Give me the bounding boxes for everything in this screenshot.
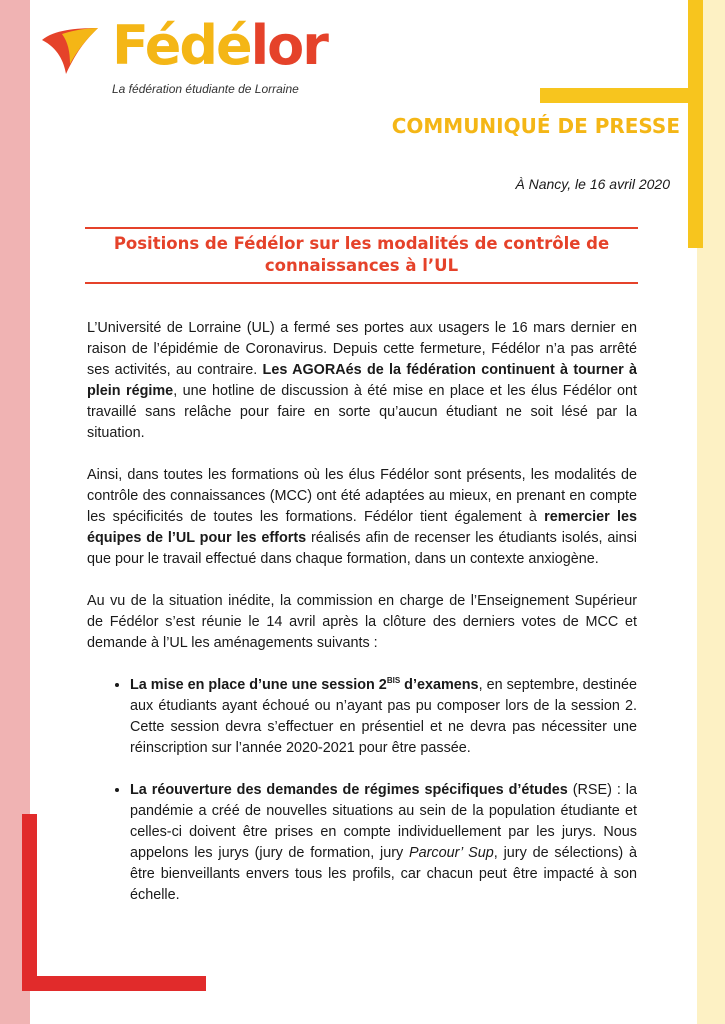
red-frame-corner-vertical xyxy=(22,814,37,991)
yellow-frame-corner-vertical xyxy=(688,0,703,248)
red-frame-corner-horizontal xyxy=(22,976,206,991)
title-line-1: Positions de Fédélor sur les modalités de contrôle de xyxy=(113,234,610,253)
date-line: À Nancy, le 16 avril 2020 xyxy=(515,176,670,192)
paragraph-2: Ainsi, dans toutes les formations où les élus Fédélor sont présents, les modalités de contrôle des connaissances (MCC) ont été adaptées au mieux, en prenant en compte les spécificités de toutes les formations. Fédélor tient également à remercier les équipes de l’UL pour les efforts réalisés afin de recenser les étudiants isolés, ainsi que pour le travail effectué dans chaque formation, dans un contexte anxiogène. xyxy=(87,467,637,567)
paragraph-1-emphasis: Les AGORAés de la fédération continuent à tourner à plein régime xyxy=(87,362,637,399)
document-title xyxy=(85,233,638,277)
paragraph-1: L’Université de Lorraine (UL) a fermé ses portes aux usagers le 16 mars dernier en raison de l’épidémie de Coronavirus. Depuis cette fermeture, Fédélor n’a pas arrêté ses activités, au contraire. Les AGORAés de la fédération continuent à tourner à plein régime, une hotline de discussion à été mise en place et les élus Fédélor ont travaillé sans relâche pour faire en sorte qu’aucun étudiant ne soit lésé par la situation. xyxy=(87,320,637,441)
list-item: • La mise en place d’une une session $2^{BIS}$ d’examens, en septembre, destinée aux étudiants ayant échoué ou n’ayant pas pu composer lors de la session 2. Cette session devra s’effectuer en présentiel et ne devra pas nécessiter une réinscription sur l’année 2020-2021 pour être passée. xyxy=(130,675,637,759)
document-title-box xyxy=(85,227,638,284)
paragraph-2-emphasis: remercier les équipes de l’UL pour les efforts xyxy=(87,509,637,546)
document-body xyxy=(87,318,637,927)
title-line-2: connaissances à l’UL xyxy=(264,256,459,275)
paragraph-3: Au vu de la situation inédite, la commission en charge de l’Enseignement Supérieur de Fédélor s’est réunie le 14 avril après la clôture des derniers votes de MCC et demande à l’UL les aménagements suivants : xyxy=(87,593,637,651)
list-item: • La réouverture des demandes de régimes spécifiques d’études (RSE) : la pandémie a créé de nouvelles situations au sein de la population étudiante et celles-ci doivent être prises en compte individuellement par les jurys. Nous appelons les jurys (jury de formation, jury Parcour’ Sup, jury de sélections) à être bienveillants envers tous les profils, car chacun peut être impacté à son échelle. xyxy=(130,780,637,906)
flame-logo-icon xyxy=(40,26,104,78)
logo-tagline: La fédération étudiante de Lorraine xyxy=(112,82,299,96)
press-release-label: COMMUNIQUÉ DE PRESSE xyxy=(391,114,680,138)
yellow-frame-corner-horizontal xyxy=(540,88,703,103)
logo-wordmark: Fédélor xyxy=(112,14,327,77)
fedelor-logo xyxy=(40,14,327,100)
requests-list xyxy=(87,675,637,906)
